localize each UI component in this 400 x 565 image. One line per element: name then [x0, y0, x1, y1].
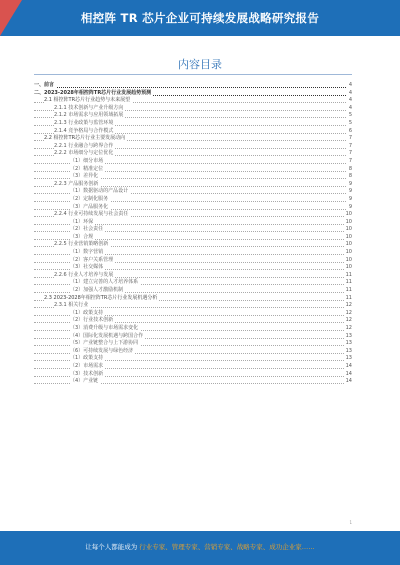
toc-entry[interactable] [34, 363, 352, 371]
footer-slogan-highlight: 行业专家、管理专家、营销专家、战略专家、成功企业家…… [139, 543, 315, 551]
toc-entry-page: 5 [348, 112, 352, 119]
toc-entry-text: （1）政策支持 [70, 355, 104, 362]
toc-entry-text: 2.1 相控阵TR芯片行业趋势与未来展望 [44, 97, 131, 104]
toc-entry-page: 8 [348, 165, 352, 172]
toc-entry[interactable] [34, 166, 352, 174]
toc-entry-text: 2.2.3 产品服务创新 [54, 180, 99, 187]
toc-entry-text: （5）产业链整合与上下游协同 [70, 340, 139, 347]
toc-entry-page: 5 [348, 119, 352, 126]
toc-entry-text: （3）技术创新 [70, 370, 104, 377]
toc-entry[interactable] [34, 264, 352, 272]
report-header [0, 0, 400, 36]
toc-entry-page: 8 [348, 173, 352, 180]
toc-entry[interactable] [34, 97, 352, 105]
toc-entry-page: 4 [348, 104, 352, 111]
toc-entry-page: 10 [345, 256, 352, 263]
toc-entry-text: （2）市场需求 [70, 362, 104, 369]
toc-entry[interactable] [34, 120, 352, 128]
toc-entry-page: 7 [348, 150, 352, 157]
toc-entry-page: 13 [345, 340, 352, 347]
toc-entry-text: （2）客户关系管理 [70, 256, 114, 263]
toc-entry[interactable] [34, 150, 352, 158]
toc-entry-text: （2）精准定位 [70, 165, 104, 172]
toc-entry-page: 7 [348, 157, 352, 164]
toc-entry-page: 14 [345, 370, 352, 377]
toc-entry-text: 2.1.4 竞争格局与合作模式 [54, 127, 114, 134]
toc-entry[interactable] [34, 317, 352, 325]
toc-entry-page: 14 [345, 362, 352, 369]
toc-entry-page: 10 [345, 218, 352, 225]
report-title: 相控阵 TR 芯片企业可持续发展战略研究报告 [80, 11, 320, 25]
toc-entry-text: （2）加强人才激励机制 [70, 287, 124, 294]
page-number: 1 [349, 520, 352, 525]
toc-entry[interactable] [34, 226, 352, 234]
toc-entry[interactable] [34, 340, 352, 348]
toc-entry-text: （2）行业技术创新 [70, 317, 114, 324]
toc-entry-text: （3）差异化 [70, 173, 99, 180]
toc-entry[interactable] [34, 173, 352, 181]
toc-entry[interactable] [34, 158, 352, 166]
toc-entry-page: 10 [345, 249, 352, 256]
toc-entry-text: 2.1.2 市场需求与应用领域拓展 [54, 112, 124, 119]
toc-entry-text: 2.3 2023-2028年相控阵TR芯片行业发展机遇分析 [44, 294, 158, 301]
toc-entry-text: （4）国际化发展机遇与跨国合作 [70, 332, 144, 339]
toc-entry[interactable] [34, 135, 352, 143]
toc-entry-text: （6）可持续发展与绿色经济 [70, 347, 134, 354]
toc-entry-page: 10 [345, 233, 352, 240]
toc-entry-page: 10 [345, 264, 352, 271]
toc-entry-text: （1）细分市场 [70, 157, 104, 164]
toc-entry-page: 11 [345, 279, 352, 286]
toc-entry-page: 10 [345, 226, 352, 233]
toc-entry-text: （3）社交媒体 [70, 264, 104, 271]
toc-divider [34, 74, 352, 75]
toc-entry-page: 11 [345, 294, 352, 301]
toc-entry-text: （1）数据驱动的产品设计 [70, 188, 129, 195]
toc-entry-text: （3）消费升级与市场需求变化 [70, 325, 139, 331]
toc-entry[interactable] [34, 211, 352, 219]
toc-entry-text: （3）产品服务化 [70, 203, 109, 210]
toc-entry[interactable] [34, 279, 352, 287]
toc-entry-text: 2.3.1 相关行业 [54, 302, 89, 309]
toc-entry-text: 2.2.2 市场细分与定位优化 [54, 150, 114, 157]
toc-entry-page: 11 [345, 287, 352, 294]
toc-entry-page: 12 [345, 309, 352, 316]
toc-entry-page: 9 [348, 203, 352, 210]
toc-entry-page: 11 [345, 271, 352, 278]
toc-entry-page: 10 [345, 211, 352, 218]
footer-slogan-prefix: 让每个人都能成为 [85, 543, 138, 551]
table-of-contents [34, 82, 352, 386]
toc-entry-page: 7 [348, 142, 352, 149]
toc-entry-page: 14 [345, 378, 352, 385]
toc-entry-text: （4）产业链 [70, 378, 99, 385]
toc-entry-page: 13 [345, 332, 352, 339]
toc-entry-page: 10 [345, 241, 352, 248]
toc-entry-page: 9 [348, 188, 352, 195]
toc-entry-page: 13 [345, 347, 352, 354]
toc-entry-text: （1）环保 [70, 218, 94, 225]
toc-entry-text: 二、2023-2028年相控阵TR芯片行业发展趋势预测 [34, 89, 152, 96]
toc-dot-leader [34, 87, 346, 88]
toc-heading: 内容目录 [178, 58, 222, 71]
toc-entry-page: 13 [345, 355, 352, 362]
toc-entry-page: 4 [348, 82, 352, 88]
toc-entry-page: 4 [348, 89, 352, 96]
toc-entry-text: （2）社会责任 [70, 226, 104, 233]
toc-entry[interactable] [34, 355, 352, 363]
toc-entry-text: 2.1.1 技术创新与产业升级方向 [54, 104, 124, 111]
toc-entry[interactable] [34, 196, 352, 204]
toc-entry-page: 12 [345, 302, 352, 309]
footer-slogan [0, 542, 400, 551]
toc-entry-page: 6 [348, 127, 352, 134]
toc-entry[interactable] [34, 325, 352, 333]
toc-entry-text: 2.2 相控阵TR芯片行业主要发展动向 [44, 135, 126, 142]
toc-entry-page: 12 [345, 325, 352, 331]
toc-entry[interactable] [34, 241, 352, 249]
toc-entry[interactable] [34, 249, 352, 257]
toc-entry-text: 2.1.3 行业政策与监管环境 [54, 119, 114, 126]
toc-entry[interactable] [34, 188, 352, 196]
toc-entry[interactable] [34, 204, 352, 212]
toc-entry-page: 9 [348, 180, 352, 187]
toc-entry-text: 一、前言 [34, 82, 55, 88]
toc-entry[interactable] [34, 287, 352, 295]
report-footer [0, 531, 400, 565]
toc-entry-text: 2.2.4 行业可持续发展与社会责任 [54, 211, 129, 218]
toc-entry-text: 2.2.1 行业融合与跨界合作 [54, 142, 114, 149]
toc-entry[interactable] [34, 302, 352, 310]
toc-entry-text: （1）政策支持 [70, 309, 104, 316]
toc-entry-text: （2）定制化服务 [70, 195, 109, 202]
toc-entry-page: 9 [348, 195, 352, 202]
toc-entry[interactable] [34, 112, 352, 120]
toc-entry-text: （1）建立完善的人才培养体系 [70, 279, 139, 286]
toc-entry-text: （1）数字营销 [70, 249, 104, 256]
toc-entry-page: 12 [345, 317, 352, 324]
toc-entry[interactable] [34, 82, 352, 90]
toc-entry-text: 2.2.5 行业营销策略创新 [54, 241, 109, 248]
toc-entry-text: 2.2.6 行业人才培养与发展 [54, 271, 114, 278]
toc-entry-page: 4 [348, 97, 352, 104]
toc-entry-text: （3）合规 [70, 233, 94, 240]
toc-entry[interactable] [34, 378, 352, 386]
toc-entry-page: 7 [348, 135, 352, 142]
